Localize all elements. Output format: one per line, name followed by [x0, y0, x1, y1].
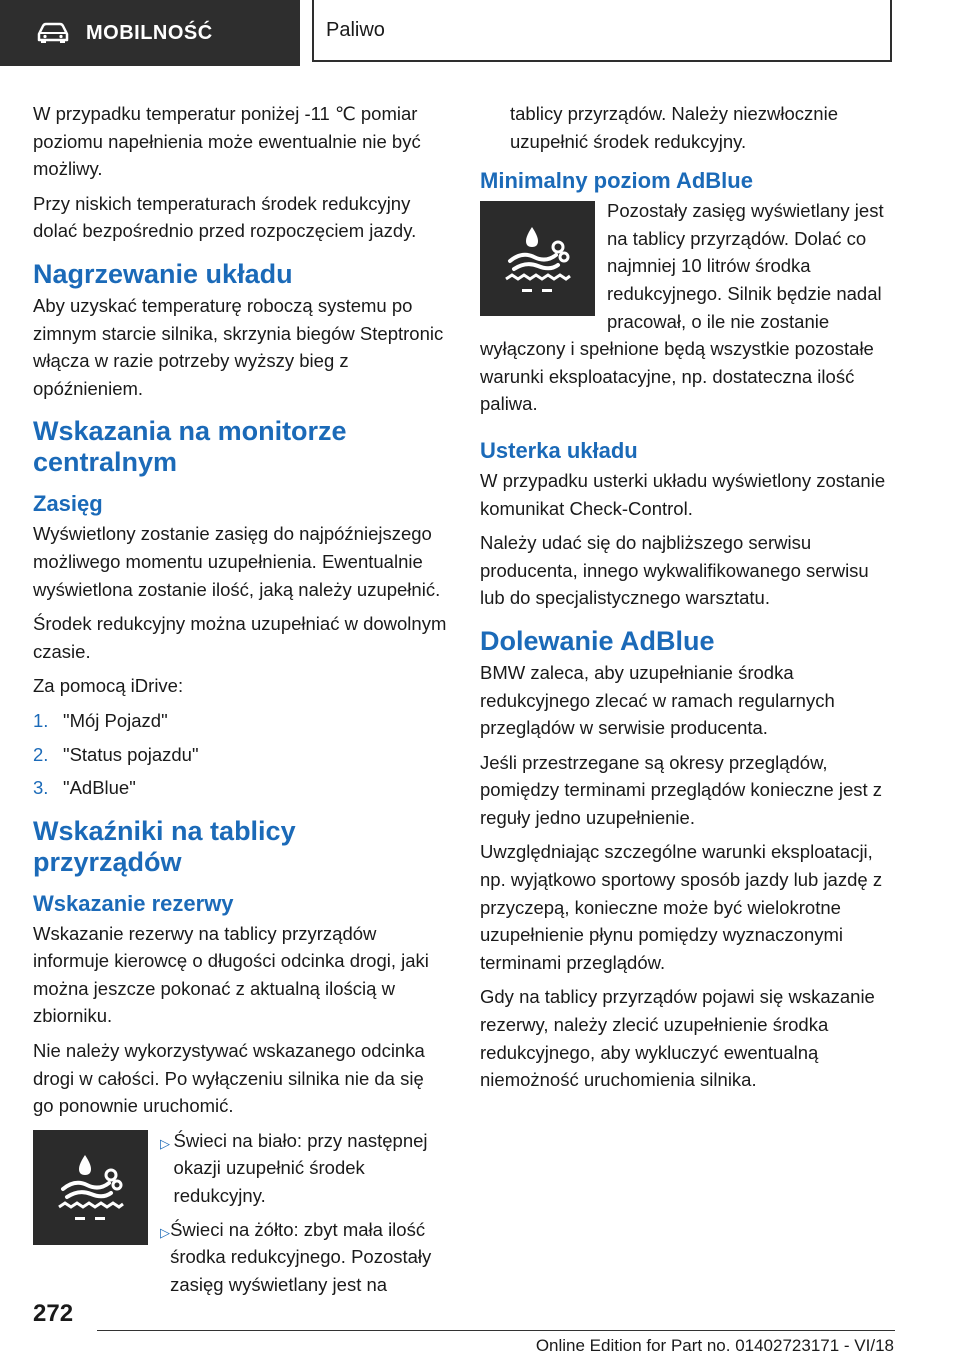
chapter-tab	[312, 0, 892, 62]
left-column	[33, 100, 448, 1304]
paragraph: tablicy przyrządów. Należy niezwłocznie uzupełnić środek redukcyjny.	[510, 103, 838, 152]
page-number: 272	[33, 1300, 74, 1327]
chapter-title: Paliwo	[326, 18, 385, 41]
paragraph: Jeśli przestrzegane są okresy przeglądów, pomiędzy terminami przeglądów konieczne jest z reguły jedno uzupełnienie.	[480, 751, 883, 828]
heading-instrument-cluster: Wskaźniki na tablicy przyrządów	[33, 815, 296, 877]
list-item: ▷ Świeci na żółto: zbyt mała ilość środka redukcyjnego. Pozostały zasięg wyświetlany jest na	[160, 1218, 432, 1295]
car-icon	[36, 22, 70, 44]
paragraph: Wskazanie rezerwy na tablicy przyrządów informuje kierowcę o długości odcinka drogi, jaki można jeszcze pokonać z aktualną ilością w zbiorniku.	[33, 922, 429, 1027]
idrive-steps	[33, 707, 448, 802]
page-header	[0, 0, 960, 66]
paragraph: Pozostały zasięg wyświetlany jest na tablicy przyrządów. Dolać co najmniej 10 litrów środka redukcyjnego. Silnik będzie nadal pracował, o ile nie zostanie wyłączony i spełnione będą wszystkie pozostałe warunki eksploatacyjne, np. dostateczna ilość paliwa.	[480, 200, 884, 415]
right-column	[480, 100, 898, 1101]
reserve-bullets	[160, 1127, 448, 1305]
list-item: 1. "Mój Pojazd"	[33, 709, 168, 731]
reserve-figure	[33, 1127, 448, 1305]
paragraph: Wyświetlony zostanie zasięg do najpóźniejszego możliwego momentu uzupełnienia. Ewentualnie wyświetlona zostanie ilość, jaką należy uzupełnić.	[33, 523, 441, 600]
list-item: ▷ Świeci na biało: przy następnej okazji uzupełnić środek redukcyjny.	[160, 1129, 428, 1207]
heading-refill: Dolewanie AdBlue	[480, 625, 715, 656]
section-tab	[0, 0, 300, 66]
heading-min-level: Minimalny poziom AdBlue	[480, 168, 753, 194]
paragraph: Uwzględniając szczególne warunki eksploatacji, np. wyjątkowo sportowy sposób jazdy lub jazdę z przyczepą, konieczne może być wielokrotne uzupełnienie płynu pomiędzy wyznaczonymi terminami przeglądów.	[480, 841, 883, 973]
section-title: MOBILNOŚĆ	[86, 21, 213, 44]
paragraph: Za pomocą iDrive:	[33, 675, 184, 697]
paragraph: W przypadku temperatur poniżej -11 ℃ pomiar poziomu napełnienia może ewentualnie nie być możliwy.	[33, 103, 421, 180]
paragraph: Nie należy wykorzystywać wskazanego odcinka drogi w całości. Po wyłączeniu silnika nie da się go ponownie uruchomić.	[33, 1040, 425, 1117]
heading-heating: Nagrzewanie układu	[33, 258, 293, 289]
paragraph: Aby uzyskać temperaturę roboczą systemu po zimnym starcie silnika, skrzynia biegów Steptronic włącza w razie potrzeby wyższy bieg z opóźnieniem.	[33, 294, 444, 399]
heading-central-display: Wskazania na monitorze centralnym	[33, 416, 347, 478]
paragraph: Środek redukcyjny można uzupełniać w dowolnym czasie.	[33, 613, 447, 662]
adblue-warning-icon	[33, 1130, 148, 1245]
footer-divider	[97, 1330, 895, 1331]
paragraph: Przy niskich temperaturach środek redukcyjny dolać bezpośrednio przed rozpoczęciem jazdy.	[33, 192, 417, 242]
edition-note: Online Edition for Part no. 01402723171 - VI/18	[535, 1336, 894, 1355]
paragraph: W przypadku usterki układu wyświetlony zostanie komunikat Check-Control.	[480, 469, 886, 519]
paragraph: Gdy na tablicy przyrządów pojawi się wskazanie rezerwy, należy zlecić uzupełnienie środka redukcyjnego, aby wykluczyć ewentualną niemożność uruchomienia silnika.	[480, 986, 875, 1091]
adblue-warning-icon	[480, 201, 595, 316]
list-item: 3. "AdBlue"	[33, 777, 136, 799]
heading-range: Zasięg	[33, 491, 103, 517]
heading-reserve: Wskazanie rezerwy	[33, 890, 234, 916]
list-item: 2. "Status pojazdu"	[33, 743, 199, 765]
paragraph: Należy udać się do najbliższego serwisu producenta, innego wykwalifikowanego serwisu lub do specjalistycznego warsztatu.	[480, 532, 869, 609]
heading-system-fault: Usterka układu	[480, 437, 638, 463]
paragraph: BMW zaleca, aby uzupełnianie środka redukcyjnego zlecać w ramach regularnych przeglądów w serwisie producenta.	[480, 661, 835, 739]
